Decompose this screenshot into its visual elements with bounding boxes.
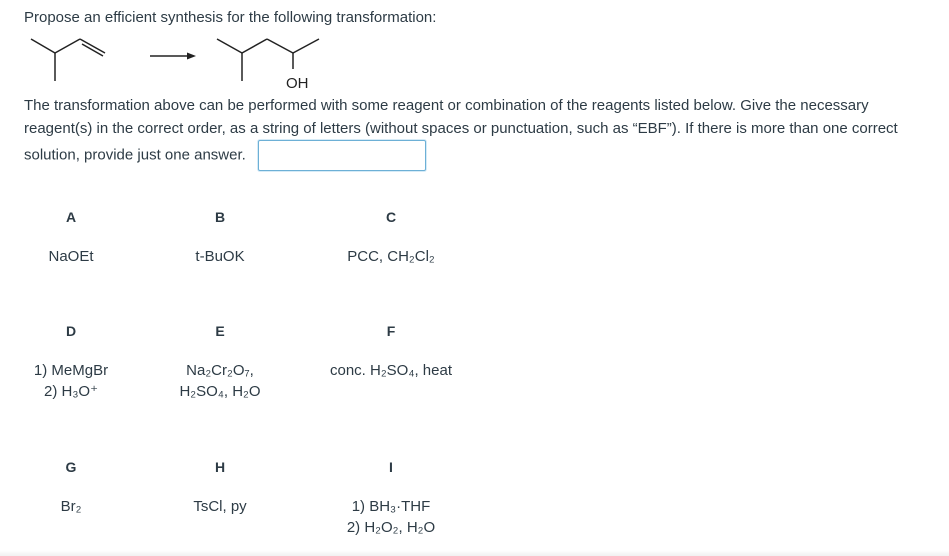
reagent-line: TsCl, py [193,498,247,515]
reaction-scheme [20,30,340,95]
reagent-i [291,496,491,538]
reagent-letter-b: B [214,209,226,225]
hydroxyl-label: OH [286,75,309,92]
reagent-line: Na₂Cr₂O₇, [186,362,254,379]
reagent-line: H₂SO₄, H₂O [179,383,261,400]
reagent-letter-c: C [385,209,397,225]
starting-material-alkene-structure [31,39,105,81]
reagent-a [0,246,171,267]
reagent-b [120,246,320,267]
reagent-letter-i: I [389,459,393,475]
answer-input[interactable] [258,140,426,171]
page-bottom-shadow [0,550,949,556]
reagent-line: 1) MeMgBr [33,362,109,379]
reagent-line: Br₂ [60,498,82,515]
reagent-line: conc. H₂SO₄, heat [330,362,452,379]
reagent-letter-a: A [65,209,77,225]
reagent-f [291,360,491,381]
reagent-line: PCC, CH₂Cl₂ [347,248,435,265]
reagent-letter-g: G [65,459,77,475]
reagent-e [120,360,320,402]
reagent-letter-d: D [65,323,77,339]
reagent-c [291,246,491,267]
reagent-line: 2) H₂O₂, H₂O [346,519,436,536]
question-prompt: Propose an efficient synthesis for the following transformation: [24,9,437,26]
reaction-arrow [150,53,196,60]
reagent-line: 2) H₃O⁺ [43,383,99,400]
reagent-g [0,496,171,517]
reagent-h [120,496,320,517]
reagent-line: 1) BH₃·THF [351,498,431,515]
reagent-line: t-BuOK [195,248,245,265]
reagent-line: NaOEt [48,248,94,265]
reagent-letter-h: H [214,459,226,475]
instructions-text: The transformation above can be performed with some reagent or combination of the reagents listed below. Give the necessary reagent(s) in the correct order, as a string of letters (without spaces or punctuation, such as “EBF”). If there is more than one correct solution, provide just one answer. [24,97,898,164]
reagent-letter-e: E [215,323,225,339]
instructions-block [24,95,939,171]
reagent-d [0,360,171,402]
reagent-letter-f: F [386,323,396,339]
